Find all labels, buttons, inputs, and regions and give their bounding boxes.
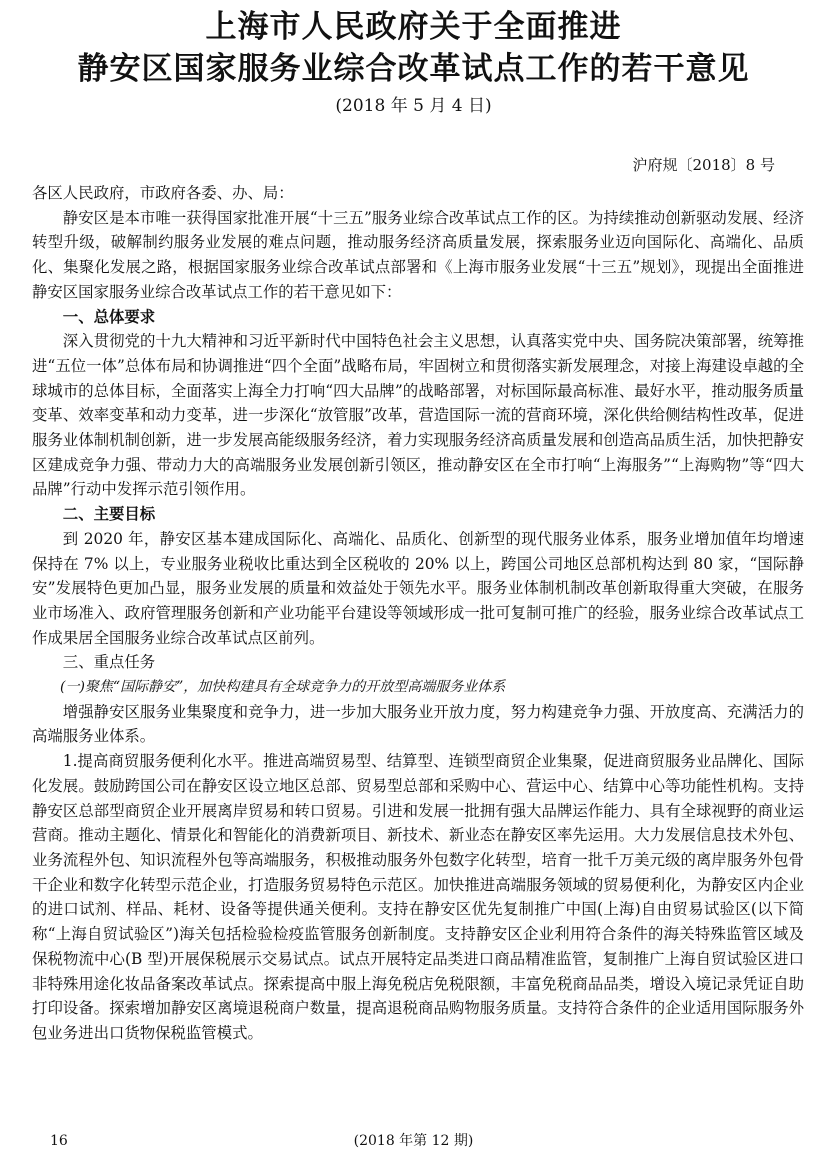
title-line-2: 静安区国家服务业综合改革试点工作的若干意见 (77, 51, 750, 87)
issue-date: (2018 年 5 月 4 日) (335, 96, 492, 116)
item-1-paragraph: 1.提高商贸服务便利化水平。推进高端贸易型、结算型、连锁型商贸企业集聚，促进商贸服务业品牌化、国际化发展。鼓励跨国公司在静安区设立地区总部、贸易型总部和采购中心、营运中心、结算中心等功能性机构。支持静安区总部型商贸企业开展离岸贸易和转口贸易。引进和发展一批拥有强大品牌运作能力、具有全球视野的商业运营商。推动主题化、情景化和智能化的消费新项目、新技术、新业态在静安区率先运用。大力发展信息技术外包、业务流程外包、知识流程外包等高端服务，积极推动服务外包数字化转型，培育一批千万美元级的离岸服务外包骨干企业和数字化转型示范企业，打造服务贸易特色示范区。加快推进高端服务领域的贸易便利化，为静安区内企业的进口试剂、样品、耗材、设备等提供通关便利。支持在静安区优先复制推广中国(上海)自由贸易试验区(以下简称“上海自贸试验区”)海关包括检验检疫监管服务创新制度。支持静安区企业利用符合条件的海关特殊监管区域及保税物流中心(B 型)开展保税展示交易试点。试点开展特定品类进口商品精准监管，复制推广上海自贸试验区进口非特殊用途化妆品备案改革试点。探索提高中服上海免税店免税限额，丰富免税商品品类，增设入境记录凭证自助打印设备。探索增加静安区离境退税商户数量，提高退税商品购物服务质量。支持符合条件的企业适用国际服务外包业务进出口货物保税监管模式。 (32, 752, 804, 1042)
section-1-paragraph: 深入贯彻党的十九大精神和习近平新时代中国特色社会主义思想，认真落实党中央、国务院决策部署，统筹推进“五位一体”总体布局和协调推进“四个全面”战略布局，牢固树立和贯彻落实新发展理念，对接上海建设卓越的全球城市的总体目标，全面落实上海全力打响“四大品牌”的战略部署，对标国际最高标准、最好水平，推动服务质量变革、效率变革和动力变革，进一步深化“放管服”改革，营造国际一流的营商环境，深化供给侧结构性改革，促进服务业体制机制创新，进一步发展高能级服务经济，着力实现服务经济高质量发展和创造高品质生活，加快把静安区建成竞争力强、带动力大的高端服务业发展创新引领区，推动静安区在全市打响“上海服务”“上海购物”等“四大品牌”行动中发挥示范引领作用。 (32, 332, 804, 499)
section-3-heading: 三、重点任务 (62, 653, 156, 672)
subsection-1-heading: (一)聚焦“国际静安”，加快构建具有全球竞争力的开放型高端服务业体系 (60, 679, 506, 696)
page-number: 16 (50, 1133, 68, 1149)
subsection-1-paragraph: 增强静安区服务业集聚度和竞争力，进一步加大服务业开放力度，努力构建竞争力强、开放度高、充满活力的高端服务业体系。 (32, 702, 804, 746)
issue-label: (2018 年第 12 期) (353, 1133, 474, 1149)
document-number: 沪府规〔2018〕8 号 (632, 156, 775, 174)
addressee: 各区人民政府，市政府各委、办、局： (32, 184, 294, 202)
section-2-heading: 二、主要目标 (62, 505, 156, 524)
document-body (32, 181, 804, 1046)
title-line-1: 上海市人民政府关于全面推进 (205, 9, 622, 45)
section-2-paragraph: 到 2020 年，静安区基本建成国际化、高端化、品质化、创新型的现代服务业体系，服务业增加值年均增速保持在 7% 以上，专业服务业税收比重达到全区税收的 20% 以上，跨国公司地区总部机构达到 80 家，“国际静安”发展特色更加凸显，服务业发展的质量和效益处于领先水平。服务业体制机制改革创新取得重大突破，在服务业市场准入、政府管理服务创新和产业功能平台建设等领域形成一批可复制可推广的经验，服务业综合改革试点工作成果居全国服务业综合改革试点区前列。 (32, 529, 804, 647)
intro-paragraph: 静安区是本市唯一获得国家批准开展“十三五”服务业综合改革试点工作的区。为持续推动创新驱动发展、经济转型升级，破解制约服务业发展的难点问题，推动服务经济高质量发展，探索服务业迈向国际化、高端化、品质化、集聚化发展之路，根据国家服务业综合改革试点部署和《上海市服务业发展“十三五”规划》，现提出全面推进静安区国家服务业综合改革试点工作的若干意见如下： (32, 208, 804, 301)
section-1-heading: 一、总体要求 (62, 307, 156, 326)
